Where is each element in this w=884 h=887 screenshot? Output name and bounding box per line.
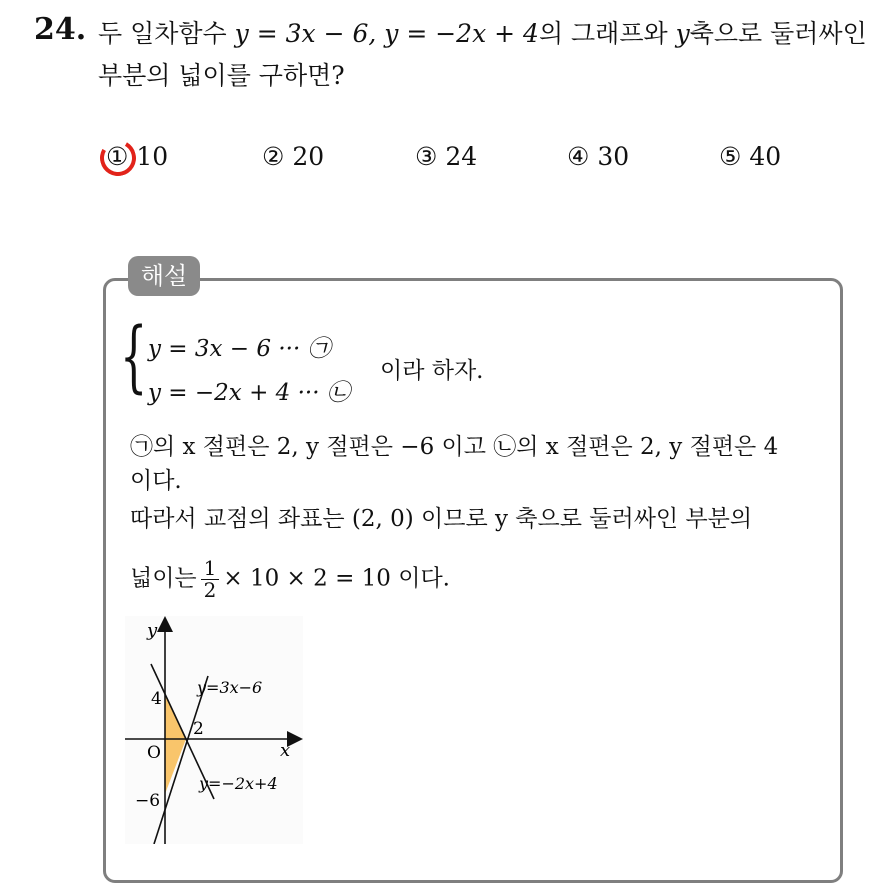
- line1-label: y=3x−6: [197, 678, 263, 697]
- solution-tag: 해설: [128, 256, 200, 296]
- system-note: 이라 하자.: [380, 358, 484, 384]
- line2-label: y=−2x+4: [199, 774, 278, 793]
- system-equation-1: y = 3x − 6 ··· ㉠: [148, 336, 331, 362]
- question-var: y: [675, 19, 690, 48]
- solution-line-3: 따라서 교점의 좌표는 (2, 0) 이므로 y 축으로 둘러싸인 부분의: [130, 506, 753, 532]
- solution-line-4: [130, 558, 450, 601]
- x-intercept-2-label: 2: [193, 719, 204, 739]
- y-intercept-4-label: 4: [151, 689, 162, 709]
- question-math: y = 3x − 6, y = −2x + 4: [234, 19, 539, 48]
- question-suffix1: 의 그래프와: [538, 19, 676, 48]
- question-text-line2: 부분의 넓이를 구하면?: [98, 61, 345, 90]
- system-equation-2: y = −2x + 4 ··· ㉡: [148, 380, 350, 406]
- y-axis-label: y: [147, 620, 158, 641]
- question-prefix: 두 일차함수: [98, 19, 235, 48]
- origin-label: O: [147, 743, 161, 763]
- solution-line-1: ㉠의 x 절편은 2, y 절편은 −6 이고 ㉡의 x 절편은 2, y 절편은 4: [130, 434, 779, 460]
- question-text-line1: [98, 14, 867, 50]
- area-suffix: × 10 × 2 = 10 이다.: [223, 565, 450, 592]
- choice-5[interactable]: ⑤ 40: [719, 142, 782, 171]
- system-brace: {: [120, 312, 148, 402]
- question-number: 24.: [34, 12, 87, 47]
- graph-figure: [125, 616, 303, 844]
- choice-4[interactable]: ④ 30: [567, 142, 630, 171]
- choice-2[interactable]: ② 20: [262, 142, 325, 171]
- question-suffix2: 축으로 둘러싸인: [689, 19, 867, 48]
- fraction-numerator: 1: [201, 558, 220, 580]
- choice-1[interactable]: ① 10: [106, 142, 169, 171]
- solution-line-2: 이다.: [130, 468, 182, 494]
- fraction-denominator: 2: [203, 578, 217, 602]
- x-axis-label: x: [280, 740, 291, 761]
- graph-svg: [125, 616, 303, 844]
- choice-3[interactable]: ③ 24: [415, 142, 478, 171]
- y-intercept-neg6-label: −6: [135, 791, 161, 811]
- area-prefix: 넓이는: [130, 565, 197, 592]
- line-3x-minus6: [154, 676, 208, 844]
- fraction: [201, 558, 220, 601]
